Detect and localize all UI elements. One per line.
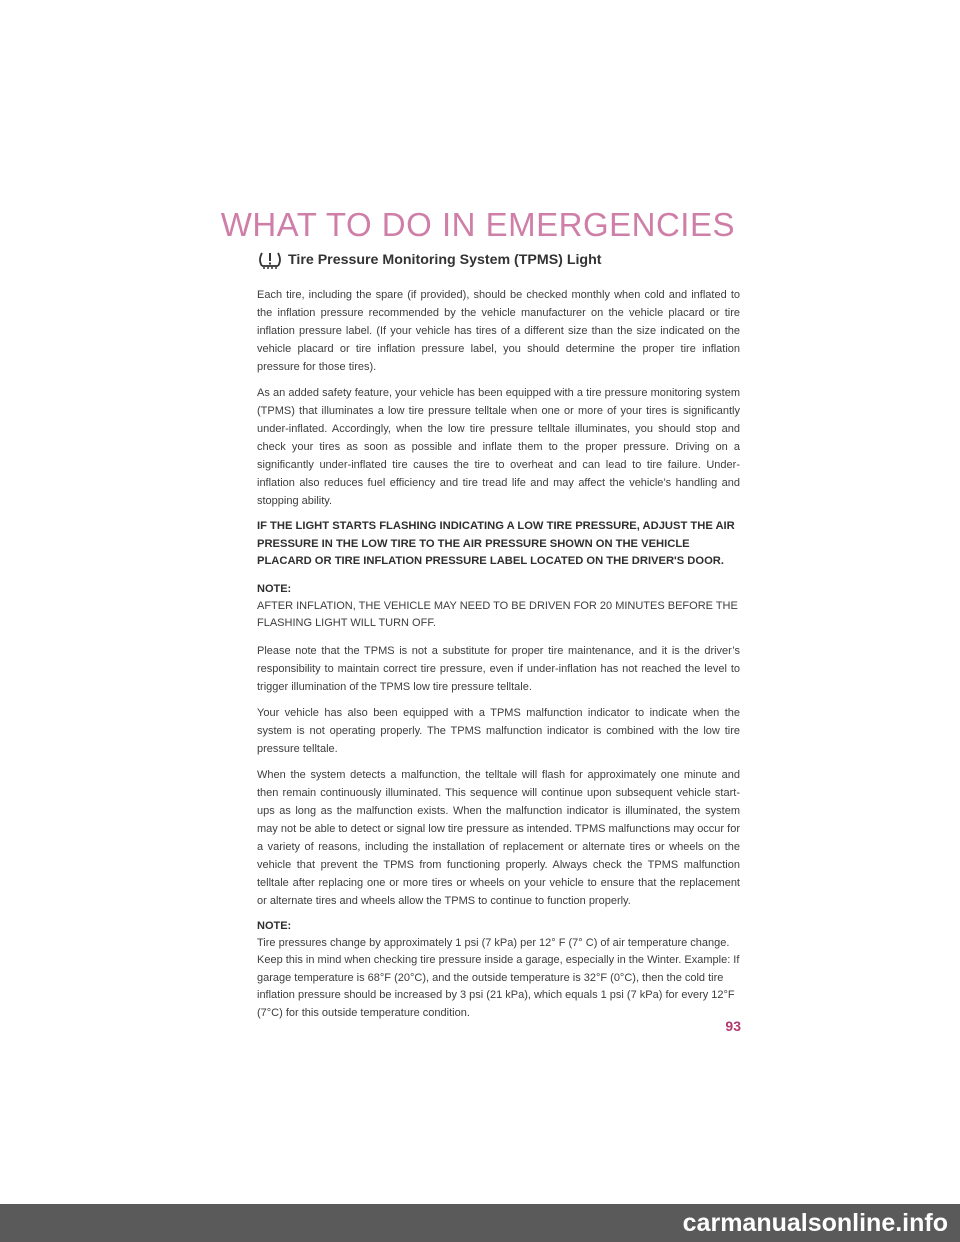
section-heading xyxy=(257,250,740,270)
section-heading-title: Tire Pressure Monitoring System (TPMS) Light xyxy=(288,252,602,268)
watermark: carmanualsonline.info xyxy=(0,1204,960,1242)
paragraph: As an added safety feature, your vehicle has been equipped with a tire pressure monitoring system (TPMS) that illuminates a low tire pressure telltale when one or more of your tires is significantly under-inflated. Accordingly, when the low tire pressure telltale illuminates, you should stop and check your tires as soon as possible and inflate them to the proper pressure. Driving on a significantly under-inflated tire causes the tire to overheat and can lead to tire failure. Under-inflation also reduces fuel efficiency and tire tread life and may affect the vehicle’s handling and stopping ability. xyxy=(257,387,740,507)
paragraph: Please note that the TPMS is not a substitute for proper tire maintenance, and it is the driver’s responsibility to maintain correct tire pressure, even if under-inflation has not reached the level to trigger illumination of the TPMS low tire pressure telltale. xyxy=(257,644,740,693)
paragraph: When the system detects a malfunction, the telltale will flash for approximately one minute and then remain continuously illuminated. This sequence will continue upon subsequent vehicle start-ups as long as the malfunction exists. When the malfunction indicator is illuminated, the system may not be able to detect or signal low tire pressure as intended. TPMS malfunctions may occur for a variety of reasons, including the installation of replacement or alternate tires or wheels on the vehicle that prevent the TPMS from functioning properly. Always check the TPMS malfunction telltale after replacing one or more tires or wheels on your vehicle to ensure that the replacement or alternate tires and wheels allow the TPMS to continue to function properly. xyxy=(257,768,740,907)
page-number: 93 xyxy=(725,1018,741,1034)
tpms-warning-icon xyxy=(257,250,283,270)
note-label: NOTE: xyxy=(257,919,292,932)
caps-warning: IF THE LIGHT STARTS FLASHING INDICATING A LOW TIRE PRESSURE, ADJUST THE AIR PRESSURE IN THE LOW TIRE TO THE AIR PRESSURE SHOWN ON THE VEHICLE PLACARD OR TIRE INFLATION PRESSURE LABEL LOCATED ON THE DRIVER'S DOOR. xyxy=(257,520,735,567)
note-label: NOTE: xyxy=(257,582,292,595)
section-title: WHAT TO DO IN EMERGENCIES xyxy=(220,206,735,243)
paragraph: Your vehicle has also been equipped with a TPMS malfunction indicator to indicate when the system is not operating properly. The TPMS malfunction indicator is combined with the low tire pressure telltale. xyxy=(257,706,740,755)
note-text: AFTER INFLATION, THE VEHICLE MAY NEED TO BE DRIVEN FOR 20 MINUTES BEFORE THE FLASHING LIGHT WILL TURN OFF. xyxy=(257,599,738,629)
page-content xyxy=(257,250,740,1031)
note-text: Tire pressures change by approximately 1 psi (7 kPa) per 12° F (7° C) of air temperature change. Keep this in mind when checking tire pressure inside a garage, especially in the Winter. Example: If garage temperature is 68°F (20°C), and the outside temperature is 32°F (0°C), then the cold tire inflation pressure should be increased by 3 psi (21 kPa), which equals 1 psi (7 kPa) for every 12°F (7°C) for this outside temperature condition. xyxy=(257,936,740,1019)
paragraph: Each tire, including the spare (if provided), should be checked monthly when cold and inflated to the inflation pressure recommended by the vehicle manufacturer on the vehicle placard or tire inflation pressure label. (If your vehicle has tires of a different size than the size indicated on the vehicle placard or tire inflation pressure label, you should determine the proper tire inflation pressure for those tires). xyxy=(257,289,740,373)
